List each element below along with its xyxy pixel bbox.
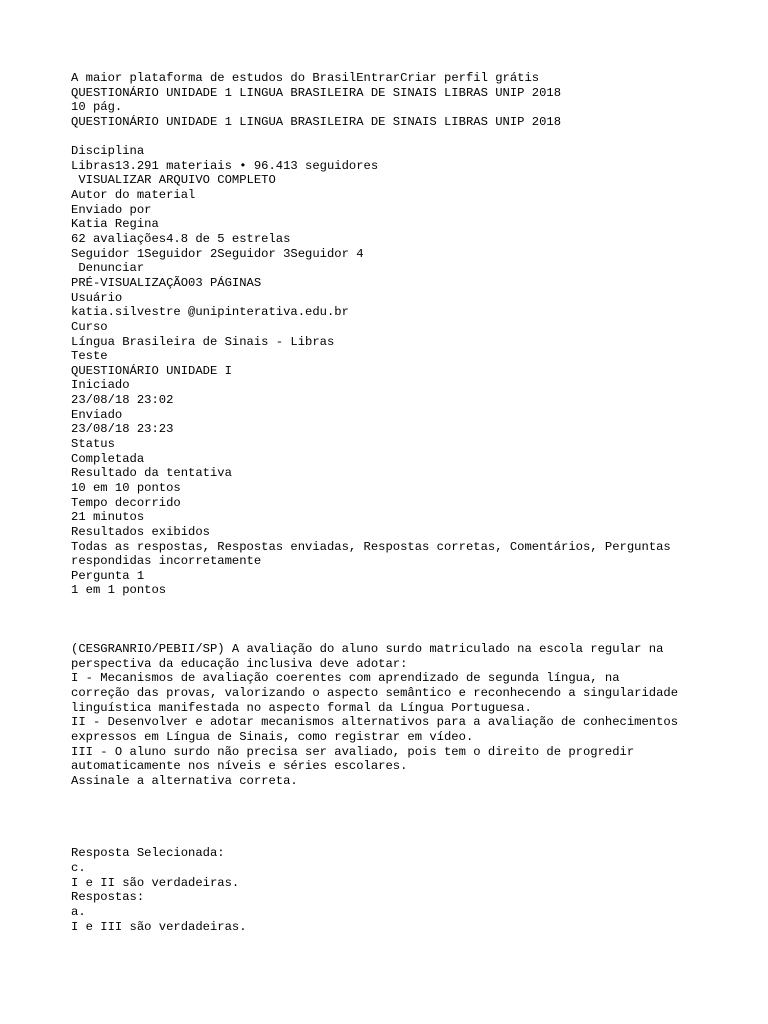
discipline-link[interactable]: Libras	[71, 158, 115, 173]
document-title-repeat: QUESTIONÁRIO UNIDADE 1 LINGUA BRASILEIRA DE SINAIS LIBRAS UNIP 2018	[71, 114, 562, 129]
spacer	[71, 788, 711, 846]
detail-label: Curso	[71, 319, 108, 334]
followers-row	[71, 247, 711, 262]
detail-value: QUESTIONÁRIO UNIDADE I	[71, 363, 232, 378]
follower-avatar[interactable]: Seguidor 4	[290, 246, 364, 261]
question-text-line: Assinale a alternativa correta.	[71, 773, 298, 788]
detail-label: Status	[71, 437, 115, 452]
selected-answer-text: I e II são verdadeiras.	[71, 875, 240, 890]
follower-avatar[interactable]: Seguidor 3	[217, 246, 291, 261]
detail-value: 23/08/18 23:02	[71, 393, 174, 408]
detail-value: Completada	[71, 451, 145, 466]
follower-avatar[interactable]: Seguidor 1	[71, 246, 145, 261]
answer-option-letter: a.	[71, 905, 86, 920]
discipline-row	[71, 159, 711, 174]
page-count: 10 pág.	[71, 100, 123, 115]
spacer	[71, 598, 711, 642]
report-button[interactable]: Denunciar	[71, 261, 145, 276]
detail-label: Tempo decorrido	[71, 495, 181, 510]
question-text-line: I - Mecanismos de avaliação coerentes com aprendizado de segunda língua, na	[71, 671, 620, 686]
document-text	[71, 71, 711, 934]
selected-answer-label: Resposta Selecionada:	[71, 846, 225, 861]
author-section-label: Autor do material	[71, 188, 196, 203]
question-label: Pergunta 1	[71, 568, 145, 583]
detail-label: Resultado da tentativa	[71, 466, 232, 481]
detail-value: Língua Brasileira de Sinais - Libras	[71, 334, 335, 349]
detail-value: 21 minutos	[71, 510, 145, 525]
follower-avatar[interactable]: Seguidor 2	[144, 246, 218, 261]
answer-option-text: I e III são verdadeiras.	[71, 919, 247, 934]
detail-label: Iniciado	[71, 378, 130, 393]
results-shown-value: Todas as respostas, Respostas enviadas, Respostas corretas, Comentários, Perguntas	[71, 539, 671, 554]
preview-row	[71, 276, 711, 291]
detail-value: 23/08/18 23:23	[71, 422, 174, 437]
results-shown-value: respondidas incorretamente	[71, 554, 262, 569]
preview-label: PRÉ-VISUALIZAÇÃO	[71, 275, 189, 290]
question-text-line: expressos em Língua de Sinais, como registrar em vídeo.	[71, 729, 474, 744]
question-text-line: III - O aluno surdo não precisa ser avaliado, pois tem o direito de progredir	[71, 744, 635, 759]
selected-answer-letter: c.	[71, 861, 86, 876]
question-text-line: automaticamente nos níveis e séries escolares.	[71, 759, 408, 774]
question-text-line: perspectiva da educação inclusiva deve adotar:	[71, 656, 408, 671]
discipline-label: Disciplina	[71, 144, 145, 159]
rating-score: 4.8 de 5 estrelas	[166, 232, 291, 247]
preview-pages: 03 PÁGINAS	[188, 275, 262, 290]
document-title: QUESTIONÁRIO UNIDADE 1 LINGUA BRASILEIRA DE SINAIS LIBRAS UNIP 2018	[71, 85, 562, 100]
detail-label: Teste	[71, 349, 108, 364]
view-full-file-button[interactable]: VISUALIZAR ARQUIVO COMPLETO	[71, 173, 276, 188]
question-text-line: (CESGRANRIO/PEBII/SP) A avaliação do aluno surdo matriculado na escola regular na	[71, 642, 664, 657]
detail-value: 10 em 10 pontos	[71, 480, 181, 495]
rating-row	[71, 232, 711, 247]
platform-tagline: A maior plataforma de estudos do Brasil	[71, 71, 357, 85]
question-text-line: II - Desenvolver e adotar mecanismos alternativos para a avaliação de conhecimentos	[71, 715, 679, 730]
question-text-line: linguística manifestada no aspecto formal da Língua Portuguesa.	[71, 700, 532, 715]
detail-label: Enviado	[71, 407, 123, 422]
question-points: 1 em 1 pontos	[71, 583, 167, 598]
login-link[interactable]: Entrar	[356, 71, 401, 85]
detail-label: Usuário	[71, 290, 123, 305]
question-text-line: correção das provas, valorizando o aspecto semântico e reconhecendo a singularidade	[71, 685, 679, 700]
discipline-stats: 13.291 materiais • 96.413 seguidores	[114, 158, 379, 173]
spacer	[71, 130, 711, 145]
detail-value: katia.silvestre @unipinterativa.edu.br	[71, 305, 349, 320]
sent-by-label: Enviado por	[71, 202, 152, 217]
ratings-count: 62 avaliações	[71, 232, 167, 247]
results-shown-label: Resultados exibidos	[71, 524, 210, 539]
author-name[interactable]: Katia Regina	[71, 217, 159, 232]
signup-link[interactable]: Criar perfil grátis	[400, 71, 540, 85]
answers-label: Respostas:	[71, 890, 145, 905]
header-bar	[71, 71, 711, 86]
